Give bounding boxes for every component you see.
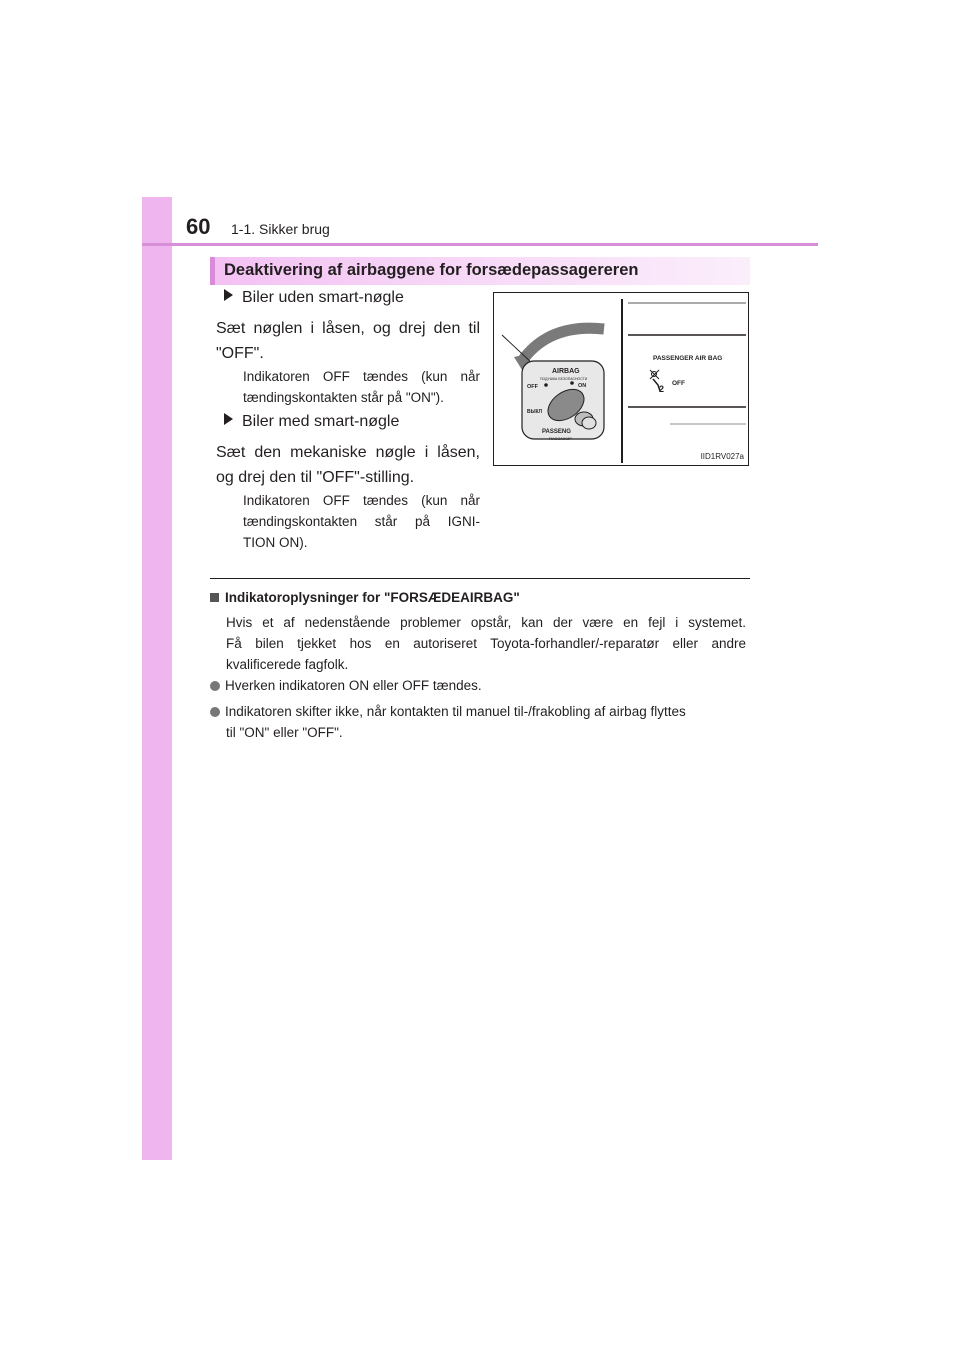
note-no-smart-key: Indikatoren OFF tændes (kun når tændingskontakten står på "ON").	[243, 369, 480, 405]
info-heading: Indikatoroplysninger for "FORSÆDEAIRBAG"	[210, 590, 520, 605]
svg-text:PASSENGER AIR BAG: PASSENGER AIR BAG	[653, 355, 723, 362]
instruction-no-smart-key: Sæt nøglen i låsen, og drej den til "OFF".	[216, 320, 480, 362]
figure-code: IID1RV027a	[700, 452, 744, 461]
turn-arrow-icon	[522, 328, 604, 361]
svg-text:ВЫКЛ: ВЫКЛ	[527, 409, 543, 415]
chapter-sidebar-tab	[142, 197, 172, 1160]
triangle-bullet-icon	[224, 289, 233, 301]
svg-text:ПОДУШКА БЕЗОПАСНОСТИ: ПОДУШКА БЕЗОПАСНОСТИ	[540, 377, 588, 381]
circle-bullet-icon	[210, 707, 220, 717]
svg-text:ON: ON	[578, 383, 587, 389]
info-bullet-2: Indikatoren skifter ikke, når kontakten til manuel til-/frakobling af airbag flyttes til "ON" eller "OFF".	[210, 701, 750, 743]
note-smart-key: Indikatoren OFF tændes (kun når tændingskontakten står på IGNI- TION ON).	[243, 493, 480, 550]
subheading-no-smart-key: Biler uden smart-nøgle	[224, 289, 404, 307]
info-paragraph: Hvis et af nedenstående problemer opstår, kan der være en fejl i systemet. Få bilen tjekket hos en autoriseret Toyota-forhandler/-reparatør eller andre kvalificerede fagfolk.	[226, 615, 746, 672]
info-bullet-1: Hverken indikatoren ON eller OFF tændes.	[210, 675, 750, 696]
instruction-smart-key: Sæt den mekaniske nøgle i låsen, og drej den til "OFF"-stilling.	[216, 444, 480, 486]
svg-text:ПАССАЖИР: ПАССАЖИР	[549, 436, 573, 441]
svg-text:AIRBAG: AIRBAG	[552, 368, 580, 375]
subheading-smart-key: Biler med smart-nøgle	[224, 413, 399, 431]
airbag-switch-illustration	[493, 292, 749, 466]
circle-bullet-icon	[210, 681, 220, 691]
square-bullet-icon	[210, 593, 219, 602]
svg-text:OFF: OFF	[527, 384, 538, 390]
chapter-title: 1-1. Sikker brug	[231, 221, 330, 237]
svg-text:OFF: OFF	[672, 380, 685, 387]
airbag-off-indicator-icon	[650, 370, 664, 394]
section-divider	[210, 578, 750, 579]
section-bar-edge	[210, 257, 215, 285]
section-title-bar	[210, 257, 750, 285]
section-title: Deaktivering af airbaggene for forsædepassagereren	[224, 261, 639, 279]
page-number: 60	[186, 214, 211, 239]
triangle-bullet-icon	[224, 413, 233, 425]
header-rule	[142, 243, 818, 246]
svg-text:PASSENG: PASSENG	[542, 429, 571, 435]
svg-text:2: 2	[659, 384, 665, 394]
